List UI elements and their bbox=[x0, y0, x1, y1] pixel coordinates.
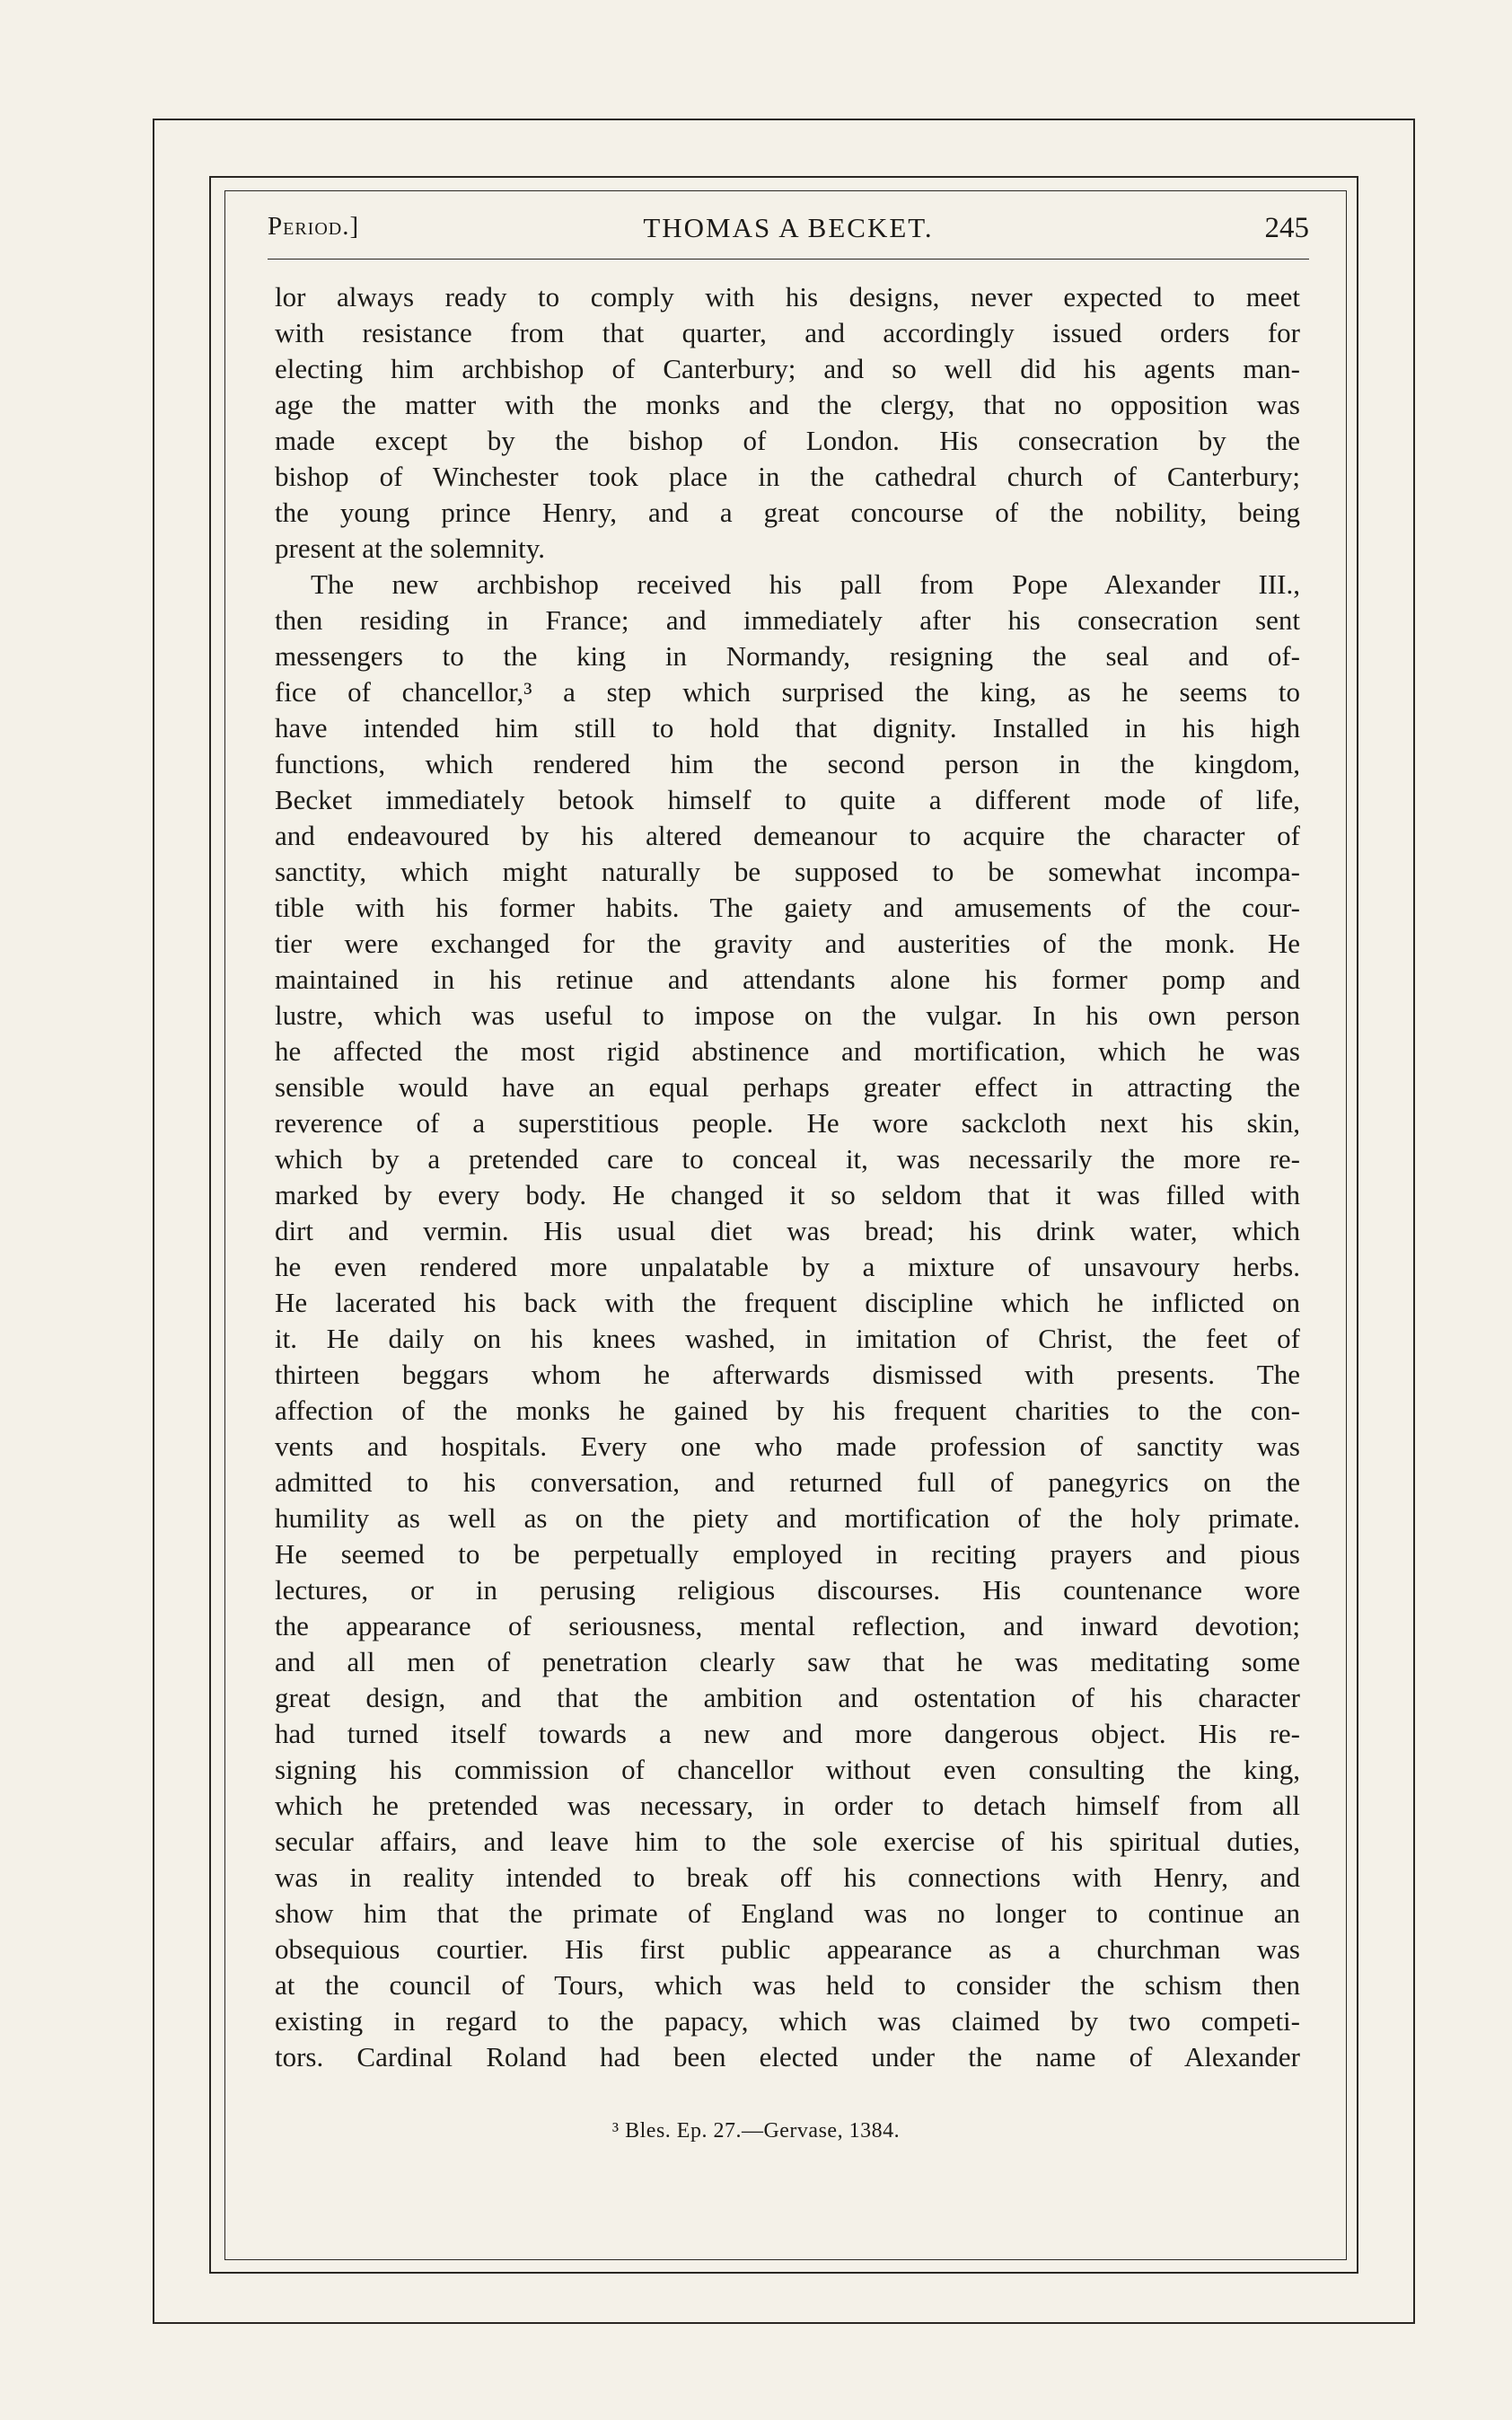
text-line: tible with his former habits. The gaiety and amusements of the cour- bbox=[275, 892, 1300, 923]
text-line: have intended him still to hold that dignity. Installed in his high bbox=[275, 712, 1300, 744]
text-line: functions, which rendered him the second person in the kingdom, bbox=[275, 748, 1300, 779]
text-line: bishop of Winchester took place in the cathedral church of Canterbury; bbox=[275, 461, 1300, 492]
text-line: electing him archbishop of Canterbury; and so well did his agents man- bbox=[275, 353, 1300, 384]
text-line: obsequious courtier. His first public appearance as a churchman was bbox=[275, 1933, 1300, 1965]
text-line: he even rendered more unpalatable by a mixture of unsavoury herbs. bbox=[275, 1251, 1300, 1282]
text-line: show him that the primate of England was no longer to continue an bbox=[275, 1897, 1300, 1929]
text-line: maintained in his retinue and attendants alone his former pomp and bbox=[275, 964, 1300, 995]
text-line: made except by the bishop of London. His consecration by the bbox=[275, 425, 1300, 456]
text-line: sanctity, which might naturally be supposed to be somewhat incompa- bbox=[275, 856, 1300, 887]
header-rule bbox=[268, 259, 1309, 260]
text-line: thirteen beggars whom he afterwards dismissed with presents. The bbox=[275, 1359, 1300, 1390]
text-line: admitted to his conversation, and returned full of panegyrics on the bbox=[275, 1466, 1300, 1498]
text-line: affection of the monks he gained by his frequent charities to the con- bbox=[275, 1395, 1300, 1426]
text-line: existing in regard to the papacy, which was claimed by two competi- bbox=[275, 2005, 1300, 2037]
text-line: lectures, or in perusing religious discourses. His countenance wore bbox=[275, 1574, 1300, 1606]
text-line: lor always ready to comply with his designs, never expected to meet bbox=[275, 281, 1300, 312]
text-line: signing his commission of chancellor without even consulting the king, bbox=[275, 1754, 1300, 1785]
text-line: with resistance from that quarter, and accordingly issued orders for bbox=[275, 317, 1300, 348]
text-line: He seemed to be perpetually employed in reciting prayers and pious bbox=[275, 1538, 1300, 1570]
text-line: which he pretended was necessary, in order to detach himself from all bbox=[275, 1790, 1300, 1821]
text-line: was in reality intended to break off his connections with Henry, and bbox=[275, 1861, 1300, 1893]
section-label: Period.] bbox=[268, 212, 360, 241]
text-line: it. He daily on his knees washed, in imitation of Christ, the feet of bbox=[275, 1323, 1300, 1354]
text-line: tier were exchanged for the gravity and austerities of the monk. He bbox=[275, 928, 1300, 959]
page-number: 245 bbox=[1264, 212, 1309, 244]
text-line: which by a pretended care to conceal it, was necessarily the more re- bbox=[275, 1143, 1300, 1175]
text-line: had turned itself towards a new and more dangerous object. His re- bbox=[275, 1718, 1300, 1749]
text-line: the young prince Henry, and a great concourse of the nobility, being bbox=[275, 497, 1300, 528]
text-line: He lacerated his back with the frequent discipline which he inflicted on bbox=[275, 1287, 1300, 1318]
text-line: The new archbishop received his pall from Pope Alexander III., bbox=[311, 568, 1300, 600]
running-head bbox=[268, 212, 1309, 248]
text-line: humility as well as on the piety and mortification of the holy primate. bbox=[275, 1502, 1300, 1534]
text-line: secular affairs, and leave him to the sole exercise of his spiritual duties, bbox=[275, 1826, 1300, 1857]
text-line: vents and hospitals. Every one who made profession of sanctity was bbox=[275, 1430, 1300, 1462]
text-line: age the matter with the monks and the clergy, that no opposition was bbox=[275, 389, 1300, 420]
text-line: and all men of penetration clearly saw that he was meditating some bbox=[275, 1646, 1300, 1677]
text-line: Becket immediately betook himself to quite a different mode of life, bbox=[275, 784, 1300, 815]
text-line: marked by every body. He changed it so seldom that it was filled with bbox=[275, 1179, 1300, 1210]
text-line: and endeavoured by his altered demeanour to acquire the character of bbox=[275, 820, 1300, 851]
body-text bbox=[275, 279, 1300, 2075]
footnote: ³ Bles. Ep. 27.—Gervase, 1384. bbox=[611, 2119, 901, 2143]
text-line: then residing in France; and immediately after his consecration sent bbox=[275, 604, 1300, 636]
text-line: at the council of Tours, which was held to consider the schism then bbox=[275, 1969, 1300, 2001]
text-line: fice of chancellor,³ a step which surprised the king, as he seems to bbox=[275, 676, 1300, 708]
text-line: he affected the most rigid abstinence and mortification, which he was bbox=[275, 1035, 1300, 1067]
text-line: messengers to the king in Normandy, resigning the seal and of- bbox=[275, 640, 1300, 672]
page-title: THOMAS A BECKET. bbox=[643, 212, 934, 243]
text-line: dirt and vermin. His usual diet was bread; his drink water, which bbox=[275, 1215, 1300, 1246]
text-line: present at the solemnity. bbox=[275, 532, 546, 564]
text-line: great design, and that the ambition and ostentation of his character bbox=[275, 1682, 1300, 1713]
text-line: lustre, which was useful to impose on the vulgar. In his own person bbox=[275, 999, 1300, 1031]
text-line: the appearance of seriousness, mental reflection, and inward devotion; bbox=[275, 1610, 1300, 1641]
text-line: reverence of a superstitious people. He wore sackcloth next his skin, bbox=[275, 1107, 1300, 1139]
text-line: sensible would have an equal perhaps greater effect in attracting the bbox=[275, 1071, 1300, 1103]
text-line: tors. Cardinal Roland had been elected under the name of Alexander bbox=[275, 2041, 1300, 2072]
